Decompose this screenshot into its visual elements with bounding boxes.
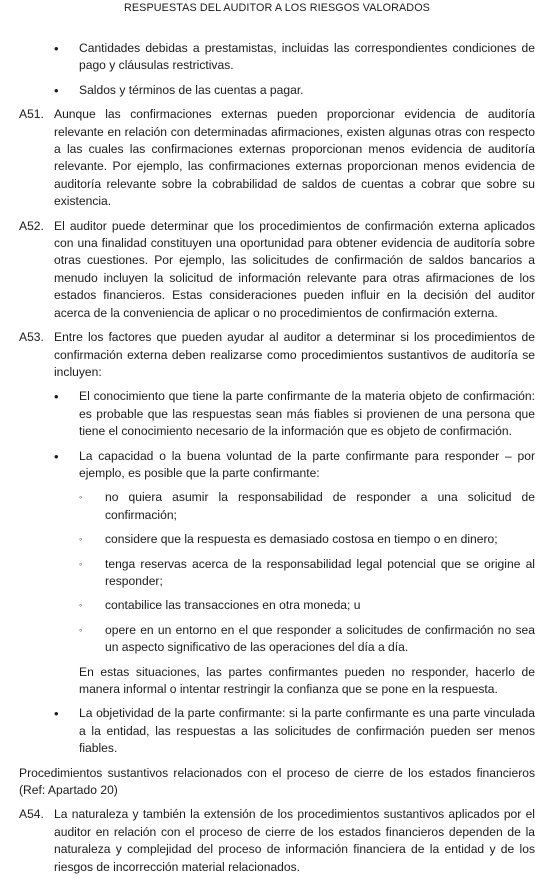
paragraph-a52 bbox=[19, 218, 535, 322]
bullet-item bbox=[54, 705, 535, 757]
paragraph-text: Aunque las confirmaciones externas pueden proporcionar evidencia de auditoría relevante en relación con determinadas afirmaciones, existen algunas otras con respecto a las cuales las confirmaciones externas proporcionan menos evidencia de auditoría relevante. Por ejemplo, las confirmaciones externas proporcionan menos evidencia de auditoría relevante sobre la cobrabilidad de saldos de cuentas a cobrar que sobre su existencia. bbox=[54, 107, 535, 209]
bullet-marker: • bbox=[54, 706, 59, 722]
bullet-text: La capacidad o la buena voluntad de la parte confirmante para responder – por ejemplo, es posible que la parte confirmante: bbox=[79, 448, 535, 480]
paragraph-number: A52. bbox=[19, 218, 44, 233]
bullet-text: Saldos y términos de las cuentas a pagar. bbox=[79, 82, 304, 97]
sub-bullet-text: tenga reservas acerca de la responsabilidad legal potencial que se origine al responder; bbox=[105, 556, 535, 588]
paragraph-number: A53. bbox=[19, 330, 44, 345]
bullet-marker: • bbox=[54, 389, 59, 405]
bullet-marker: • bbox=[54, 82, 59, 98]
sub-bullet-text: considere que la respuesta es demasiado costosa en tiempo o en dinero; bbox=[105, 532, 498, 547]
paragraph-text: El auditor puede determinar que los procedimientos de confirmación externa aplicados con una finalidad constituyen una oportunidad para obtener evidencia de auditoría sobre otras cuestiones. Por ejemplo, las solicitudes de confirmación de saldos bancarios a menudo incluyen la solicitud de información relevante para otras afirmaciones de los estados financieros. Estas consideraciones pueden influir en la decisión del auditor acerca de la conveniencia de aplicar o no procedimientos de confirmación externa. bbox=[54, 218, 535, 320]
sub-bullet-marker: ◦ bbox=[79, 492, 83, 503]
sub-bullet-marker: ◦ bbox=[79, 600, 83, 611]
sub-bullet-item bbox=[79, 622, 535, 657]
situations-paragraph: En estas situaciones, las partes confirmantes pueden no responder, hacerlo de manera informal o intentar restringir la confianza que se pone en la respuesta. bbox=[79, 664, 535, 696]
sub-bullet-text: no quiera asumir la responsabilidad de responder a una solicitud de confirmación; bbox=[105, 490, 535, 522]
sub-bullet-marker: ◦ bbox=[79, 534, 83, 545]
bullet-text: Cantidades debidas a prestamistas, incluidas las correspondientes condiciones de pago y cláusulas restrictivas. bbox=[79, 41, 535, 73]
paragraph-a51 bbox=[19, 106, 535, 210]
sub-bullet-item bbox=[79, 597, 535, 614]
sub-bullet-text: opere en un entorno en el que responder a solicitudes de confirmación no sea un aspecto significativo de las operaciones del día a día. bbox=[105, 622, 535, 655]
bullet-item bbox=[54, 82, 535, 99]
bullet-marker: • bbox=[54, 448, 59, 464]
sub-bullet-marker: ◦ bbox=[79, 558, 83, 569]
sub-bullet-text: contabilice las transacciones en otra moneda; u bbox=[105, 598, 361, 613]
section-heading: Procedimientos sustantivos relacionados con el proceso de cierre de los estados financieros (Ref: Apartado 20) bbox=[19, 765, 535, 798]
paragraph-number: A51. bbox=[19, 107, 44, 122]
paragraph-text: La naturaleza y también la extensión de los procedimientos sustantivos aplicados por el auditor en relación con el proceso de cierre de los estados financieros dependen de la naturaleza y complejidad del proceso de información financiera de la entidad y de los riesgos de incorrección material relacionados. bbox=[54, 807, 535, 874]
paragraph-text: Entre los factores que pueden ayudar al auditor a determinar si los procedimientos de confirmación externa deben realizarse como procedimientos sustantivos de auditoría se incluyen: bbox=[54, 330, 535, 379]
bullet-text: El conocimiento que tiene la parte confirmante de la materia objeto de confirmación: es probable que las respuestas sean más fiables si provienen de una persona que tiene el conocimiento necesario de la información que es objeto de confirmación. bbox=[79, 389, 535, 439]
sub-bullet-marker: ◦ bbox=[79, 624, 83, 635]
paragraph-number: A54. bbox=[19, 807, 44, 822]
bullet-item bbox=[54, 448, 535, 483]
paragraph-a53 bbox=[19, 329, 535, 381]
sub-bullet-item bbox=[79, 489, 535, 524]
sub-bullet-item bbox=[79, 556, 535, 591]
bullet-marker: • bbox=[54, 41, 59, 56]
document-body bbox=[19, 40, 535, 883]
bullet-text: La objetividad de la parte confirmante: si la parte confirmante es una parte vinculada a la entidad, las respuestas a las solicitudes de confirmación pueden ser menos fiables. bbox=[79, 706, 535, 756]
bullet-item bbox=[54, 40, 535, 75]
page-header: RESPUESTAS DEL AUDITOR A LOS RIESGOS VALORADOS bbox=[123, 2, 430, 14]
paragraph-a54 bbox=[19, 806, 535, 876]
sub-bullet-item bbox=[79, 531, 535, 548]
bullet-item bbox=[54, 388, 535, 440]
